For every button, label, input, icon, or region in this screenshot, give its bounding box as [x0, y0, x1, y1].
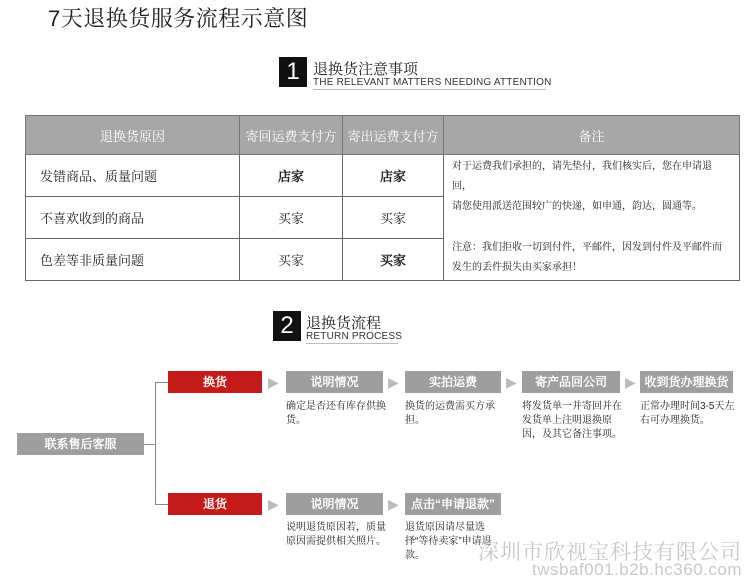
watermark-url: twsbaf001.b2b.hc360.com	[532, 560, 742, 579]
reason-cell: 不喜欢收到的商品	[26, 197, 240, 239]
page-title: 7天退换货服务流程示意图	[48, 6, 309, 31]
arrow-right-icon: ▶	[506, 374, 517, 390]
arrow-right-icon: ▶	[268, 496, 279, 512]
section-1-title: 退换货注意事项	[313, 61, 419, 78]
exchange-step-explain: 说明情况	[286, 371, 383, 393]
table-header-row	[26, 116, 740, 155]
arrow-right-icon: ▶	[388, 496, 399, 512]
refund-step-explain-desc: 说明退货原因若，质量原因需提供相关照片。	[286, 522, 386, 547]
arrow-right-icon: ▶	[625, 374, 636, 390]
table-row	[26, 155, 740, 197]
return-fee-cell: 店家	[240, 155, 343, 197]
watermark-company: 深圳市欣视宝科技有限公司	[478, 541, 742, 564]
exchange-box: 换货	[168, 371, 262, 393]
header-remarks: 备注	[444, 116, 740, 155]
reason-cell: 色差等非质量问题	[26, 239, 240, 281]
send-fee-cell: 买家	[343, 239, 444, 281]
send-fee-cell: 店家	[343, 155, 444, 197]
arrow-right-icon: ▶	[388, 374, 399, 390]
section-2-title: 退换货流程	[306, 315, 382, 332]
note-line: 请您使用派送范围较广的快递，如申通，韵达，圆通等。	[452, 201, 702, 212]
flow-connector	[144, 444, 155, 445]
exchange-step-process-desc: 正常办理时间3-5天左右可办理换货。	[640, 401, 735, 426]
reason-cell: 发错商品、质量问题	[26, 155, 240, 197]
exchange-step-process: 收到货办理换货	[640, 371, 733, 393]
flow-connector	[155, 504, 168, 505]
return-fee-cell: 买家	[240, 197, 343, 239]
note-line: 发生的丢件损失由买家承担！	[452, 262, 582, 273]
note-line: 对于运费我们承担的，请先垫付，我们核实后，您在申请退回，	[452, 161, 712, 192]
exchange-step-send-back: 寄产品回公司	[522, 371, 620, 393]
flow-connector	[155, 382, 156, 505]
refund-step-explain: 说明情况	[286, 493, 383, 515]
section-1-subtitle: THE RELEVANT MATTERS NEEDING ATTENTION	[313, 77, 552, 88]
section-1-number: 1	[279, 57, 307, 87]
header-reason: 退换货原因	[26, 116, 240, 155]
note-line: 注意：我们拒收一切到付件，平邮件，因发到付件及平邮件而	[452, 242, 722, 253]
section-2-subtitle: RETURN PROCESS	[306, 331, 403, 342]
section-2-underline	[306, 343, 398, 344]
exchange-step-shipping-desc: 换货的运费需买方承担。	[405, 401, 495, 426]
exchange-step-explain-desc: 确定是否还有库存供换货。	[286, 401, 386, 426]
return-fee-cell: 买家	[240, 239, 343, 281]
contact-service-box: 联系售后客服	[17, 433, 144, 455]
refund-box: 退货	[168, 493, 262, 515]
refund-step-apply: 点击“申请退款”	[405, 493, 501, 515]
refund-step-apply-desc: 退货原因请尽量选择“等待卖家”申请退款。	[405, 522, 492, 561]
exchange-step-shipping: 实拍运费	[405, 371, 501, 393]
header-return-fee: 寄回运费支付方	[240, 116, 343, 155]
flow-connector	[155, 382, 168, 383]
arrow-right-icon: ▶	[268, 374, 279, 390]
send-fee-cell: 买家	[343, 197, 444, 239]
section-1-underline	[313, 89, 546, 90]
header-send-fee: 寄出运费支付方	[343, 116, 444, 155]
policy-table	[25, 115, 740, 281]
section-2-number: 2	[273, 311, 301, 341]
remarks-cell	[444, 155, 740, 281]
exchange-step-send-back-desc: 将发货单一并寄回并在发货单上注明退换原因，及其它备注事项。	[522, 401, 622, 440]
